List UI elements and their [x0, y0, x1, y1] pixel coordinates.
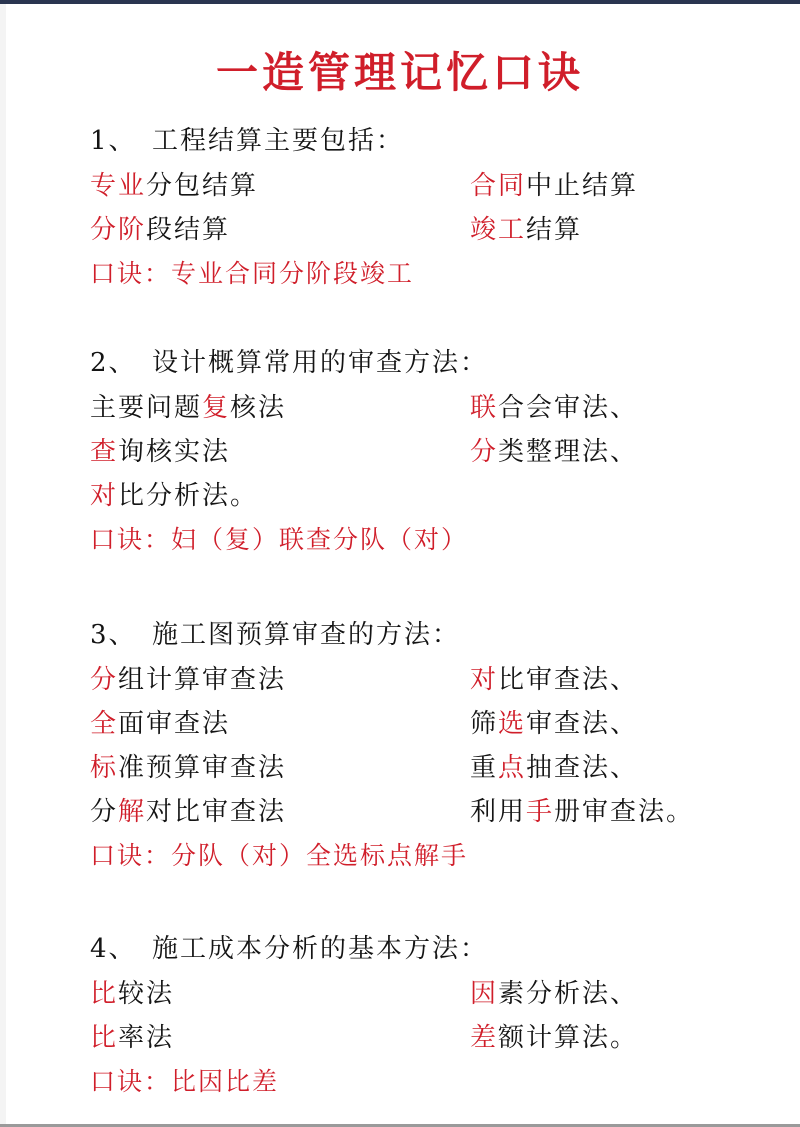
item-text: 结算: [526, 215, 583, 245]
section-heading-text: 施工成本分析的基本方法：: [152, 934, 489, 964]
mnemonic: 口诀：专业合同分阶段竣工: [90, 259, 415, 288]
list-item: [90, 702, 470, 746]
section-heading: [90, 926, 770, 972]
list-item: [470, 208, 770, 252]
page-title: 一造管理记忆口诀: [215, 48, 584, 97]
highlight-text: 合同: [470, 171, 527, 201]
mnemonic: 口诀：比因比差: [90, 1067, 280, 1096]
list-item: [470, 702, 770, 746]
item-text: 合会审法、: [498, 393, 639, 423]
list-item: [470, 972, 770, 1016]
highlight-text: 手: [526, 797, 555, 827]
list-item: [90, 746, 470, 790]
section-heading-text: 工程结算主要包括：: [152, 126, 405, 156]
list-item: [470, 1016, 770, 1060]
top-border: [0, 0, 800, 4]
highlight-text: 比: [90, 979, 119, 1009]
list-item: [90, 208, 470, 252]
section-number: 4、: [90, 934, 137, 964]
section-heading: [90, 340, 770, 386]
highlight-text: 全: [90, 709, 119, 739]
item-text: 较法: [118, 979, 175, 1009]
highlight-text: 分: [90, 665, 119, 695]
item-text: 比分析法。: [118, 481, 259, 511]
section-heading: [90, 118, 770, 164]
list-item: [470, 430, 770, 474]
highlight-text: 标: [90, 753, 119, 783]
highlight-text: 联: [470, 393, 499, 423]
list-row: [90, 702, 770, 746]
item-text: 类整理法、: [498, 437, 639, 467]
highlight-text: 竣工: [470, 215, 527, 245]
highlight-text: 对: [90, 481, 119, 511]
left-edge: [0, 4, 6, 1124]
list-item: [470, 386, 770, 430]
highlight-text: 差: [470, 1023, 499, 1053]
list-item: [470, 164, 770, 208]
list-row: [90, 164, 770, 208]
item-text: 审查法、: [526, 709, 639, 739]
list-item: [90, 386, 470, 430]
highlight-text: 因: [470, 979, 499, 1009]
highlight-text: 比: [90, 1023, 119, 1053]
item-text: 比审查法、: [498, 665, 639, 695]
item-text: 段结算: [146, 215, 231, 245]
section-number: 2、: [90, 348, 137, 378]
highlight-text: 对: [470, 665, 499, 695]
highlight-text: 复: [202, 393, 231, 423]
item-text: 中止结算: [526, 171, 639, 201]
section-4: [90, 926, 770, 1104]
section-heading-text: 施工图预算审查的方法：: [152, 620, 461, 650]
item-text: 素分析法、: [498, 979, 639, 1009]
item-text: 筛: [470, 709, 499, 739]
list-item: [90, 972, 470, 1016]
list-row: [90, 746, 770, 790]
list-item: [90, 164, 470, 208]
section-2: [90, 340, 770, 562]
item-text: 询核实法: [118, 437, 231, 467]
list-item: [470, 790, 770, 834]
mnemonic: 口诀：妇（复）联查分队（对）: [90, 525, 469, 554]
section-number: 1、: [90, 126, 137, 156]
item-text: 抽查法、: [526, 753, 639, 783]
list-row: [90, 1016, 770, 1060]
section-heading-text: 设计概算常用的审查方法：: [152, 348, 489, 378]
list-item: [470, 658, 770, 702]
list-row: [90, 972, 770, 1016]
highlight-text: 选: [498, 709, 527, 739]
mnemonic: 口诀：分队（对）全选标点解手: [90, 841, 469, 870]
section-3: [90, 612, 770, 878]
list-row: [90, 386, 770, 430]
highlight-text: 专业: [90, 171, 147, 201]
item-text: 册审查法。: [554, 797, 695, 827]
item-text: 对比审查法: [146, 797, 287, 827]
item-text: 分包结算: [146, 171, 259, 201]
list-row: [90, 208, 770, 252]
item-text: 组计算审查法: [118, 665, 287, 695]
list-item: [90, 658, 470, 702]
section-heading: [90, 612, 770, 658]
item-text: 准预算审查法: [118, 753, 287, 783]
highlight-text: 查: [90, 437, 119, 467]
section-1: [90, 118, 770, 296]
highlight-text: 解: [118, 797, 147, 827]
item-text: 面审查法: [118, 709, 231, 739]
list-row: [90, 474, 770, 518]
list-item: [90, 790, 470, 834]
list-item: [90, 474, 470, 518]
item-text: 核法: [230, 393, 287, 423]
item-text: 利用: [470, 797, 527, 827]
item-text: 分: [90, 797, 119, 827]
item-text: 额计算法。: [498, 1023, 639, 1053]
list-row: [90, 430, 770, 474]
section-number: 3、: [90, 620, 137, 650]
list-row: [90, 790, 770, 834]
highlight-text: 点: [498, 753, 527, 783]
item-text: 重: [470, 753, 499, 783]
highlight-text: 分阶: [90, 215, 147, 245]
item-text: 率法: [118, 1023, 175, 1053]
list-item: [90, 430, 470, 474]
list-row: [90, 658, 770, 702]
list-item: [90, 1016, 470, 1060]
highlight-text: 分: [470, 437, 499, 467]
item-text: 主要问题: [90, 393, 203, 423]
list-item: [470, 746, 770, 790]
